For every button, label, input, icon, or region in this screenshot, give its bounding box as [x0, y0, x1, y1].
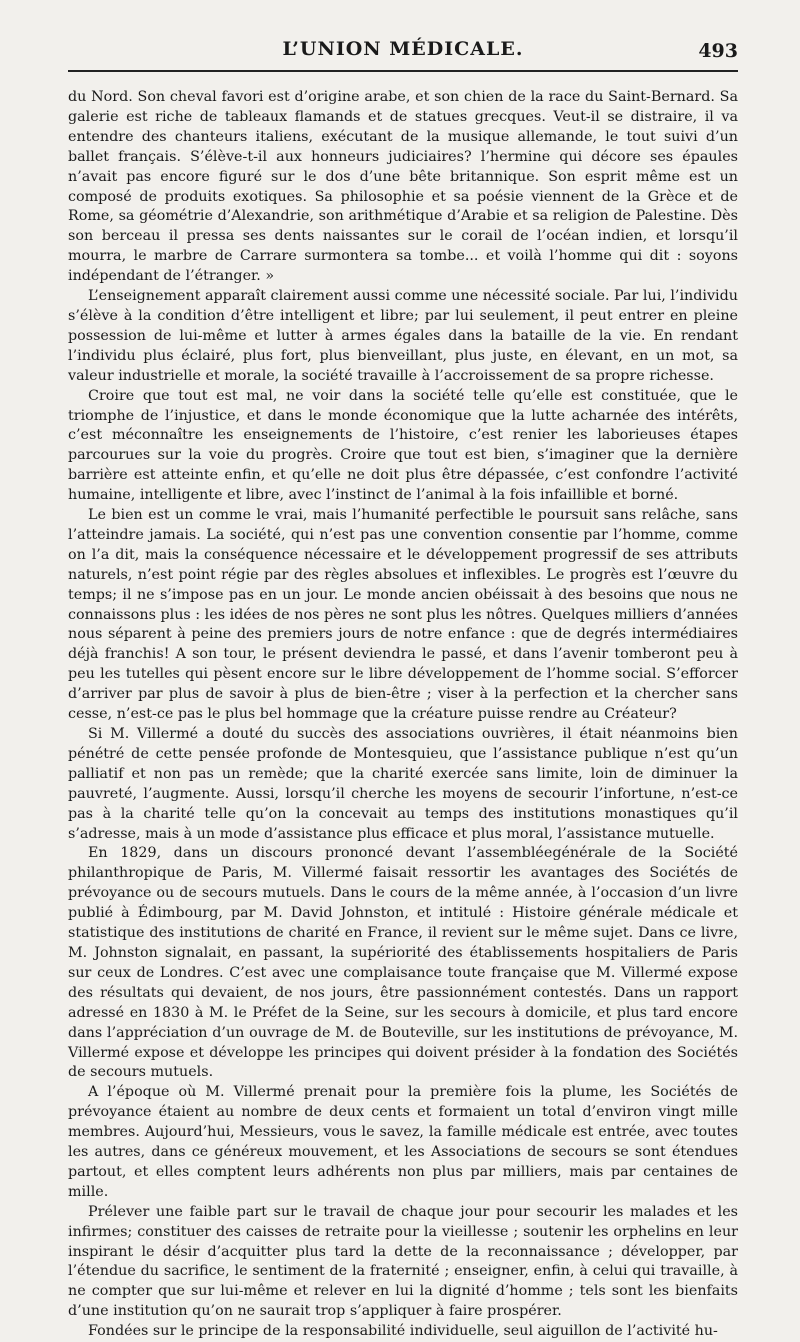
paragraph: A l’époque où M. Villermé prenait pour la première fois la plume, les Sociétés de prévoyance étaient au nombre de deux cents et formaient un total d’environ vingt mille membres. Aujourd’hui, Messieurs, vous le savez, la famille médicale est entrée, avec toutes les autres, dans ce généreux mouvement, et les Associations de secours se sont étendues partout, et elles comptent leurs adhérents non plus par milliers, mais par centaines de mille. — [68, 1084, 738, 1200]
paragraph: Le bien est un comme le vrai, mais l’humanité perfectible le poursuit sans relâche, sans l’atteindre jamais. La société, qui n’est pas une convention consentie par l’homme, comme on l’a dit, mais la conséquence nécessaire et le développement progressif de ses attributs naturels, n’est point régie par des règles absolues et inflexibles. Le progrès est l’œuvre du temps; il ne s’impose pas en un jour. Le monde ancien obéissait à des besoins que nous ne connaissons plus : les idées de nos pères ne sont plus les nôtres. Quelques milliers d’années nous séparent à peine des premiers jours de notre enfance : que de degrés intermédiaires déjà franchis! A son tour, le présent deviendra le passé, et dans l’avenir tomberont peu à peu les tutelles qui pèsent encore sur le libre développement de l’homme social. S’efforcer d’arriver par plus de savoir à plus de bien-être ; viser à la perfection et la chercher sans cesse, n’est-ce pas le plus bel hommage que la créature puisse rendre au Créateur? — [68, 507, 739, 723]
paragraph: L’enseignement apparaît clairement aussi comme une nécessité sociale. Par lui, l’individu s’élève à la condition d’être intelligent et libre; par lui seulement, il peut entrer en pleine possession de lui-même et lutter à armes égales dans la bataille de la vie. En rendant l’individu plus éclairé, plus fort, plus bienveillant, plus juste, en élevant, en un mot, sa valeur industrielle et morale, la société travaille à l’accroissement de sa propre richesse. — [68, 288, 738, 384]
paragraph: Prélever une faible part sur le travail de chaque jour pour secourir les malades et les infirmes; constituer des caisses de retraite pour la vieillesse ; soutenir les orphelins en leur inspirant le désir d’acquitter plus tard la dette de la reconnaissance ; développer, par l’étendue du sacrifice, le sentiment de la fraternité ; enseigner, enfin, à celui qui travaille, à ne compter que sur lui-même et relever en lui la dignité d’homme ; tels sont les bienfaits d’une institution qu’on ne saurait trop s’appliquer à faire prospérer. — [68, 1203, 738, 1320]
paragraph: du Nord. Son cheval favori est d’origine arabe, et son chien de la race du Saint-Bernard. Sa galerie est riche de tableaux flamands et de statues grecques. Veut-il se distraire, il va entendre des chanteurs italiens, exécutant de la musique allemande, le tout suivi d’un ballet français. S’élève-t-il aux honneurs judiciaires? l’hermine qui décore ses épaules n’avait pas encore figuré sur le dos d’une bête britannique. Son esprit même est un composé de produits exotiques. Sa philosophie et sa poésie viennent de la Grèce et de Rome, sa géométrie d’Alexandrie, son arithmétique d’Arabie et sa religion de Palestine. Dès son berceau il pressa ses dents naissantes sur le corail de l’océan indien, et lorsqu’il mourra, le marbre de Carrare surmontera sa tombe... et voilà l’homme qui dit : soyons indépendant de l’étranger. » — [68, 89, 738, 285]
page-header — [68, 0, 738, 70]
paragraph: En 1829, dans un discours prononcé devant l’assembléegénérale de la Société philanthropique de Paris, M. Villermé faisait ressortir les avantages des Sociétés de prévoyance ou de secours mutuels. Dans le cours de la même année, à l’occasion d’un livre publié à Édimbourg, par M. David Johnston, et intitulé : Histoire générale médicale et statistique des institutions de charité en France, il revient sur le même sujet. Dans ce livre, M. Johnston signalait, en passant, la supériorité des établissements hospitaliers de Paris sur ceux de Londres. C’est avec une complaisance toute française que M. Villermé expose des résultats qui devaient, de nos jours, être passionnément contestés. Dans un rapport adressé en 1830 à M. le Préfet de la Seine, sur les secours à domicile, et plus tard encore dans l’appréciation d’un ouvrage de M. de Bouteville, sur les institutions de prévoyance, M. Villermé expose et développe les principes qui doivent présider à la fondation des Sociétés de secours mutuels. — [68, 845, 738, 1081]
page-number: 493 — [698, 40, 738, 62]
running-title: L’UNION MÉDICALE. — [282, 38, 524, 60]
header-rule — [68, 70, 738, 72]
paragraph: Croire que tout est mal, ne voir dans la société telle qu’elle est constituée, que le triomphe de l’injustice, et dans le monde économique que la lutte acharnée des intérêts, c’est méconnaître les enseignements de l’histoire, c’est renier les laborieuses étapes parcourues sur la voie du progrès. Croire que tout est bien, s’imaginer que la dernière barrière est atteinte enfin, et qu’elle ne doit plus être dépassée, c’est confondre l’activité humaine, intelligente et libre, avec l’instinct de l’animal à la fois infaillible et borné. — [68, 387, 738, 504]
paragraph: Fondées sur le principe de la responsabilité individuelle, seul aiguillon de l’activité hu- — [88, 1323, 718, 1340]
body-text — [68, 70, 738, 1342]
paragraph: Si M. Villermé a douté du succès des associations ouvrières, il était néanmoins bien pénétré de cette pensée profonde de Montesquieu, que l’assistance publique n’est qu’un palliatif et non pas un remède; que la charité exercée sans limite, loin de diminuer la pauvreté, l’augmente. Aussi, lorsqu’il cherche les moyens de secourir l’infortune, n’est-ce pas à la charité telle qu’on la concevait au temps des institutions monastiques qu’il s’adresse, mais à un mode d’assistance plus efficace et plus moral, l’assistance mutuelle. — [68, 726, 738, 842]
